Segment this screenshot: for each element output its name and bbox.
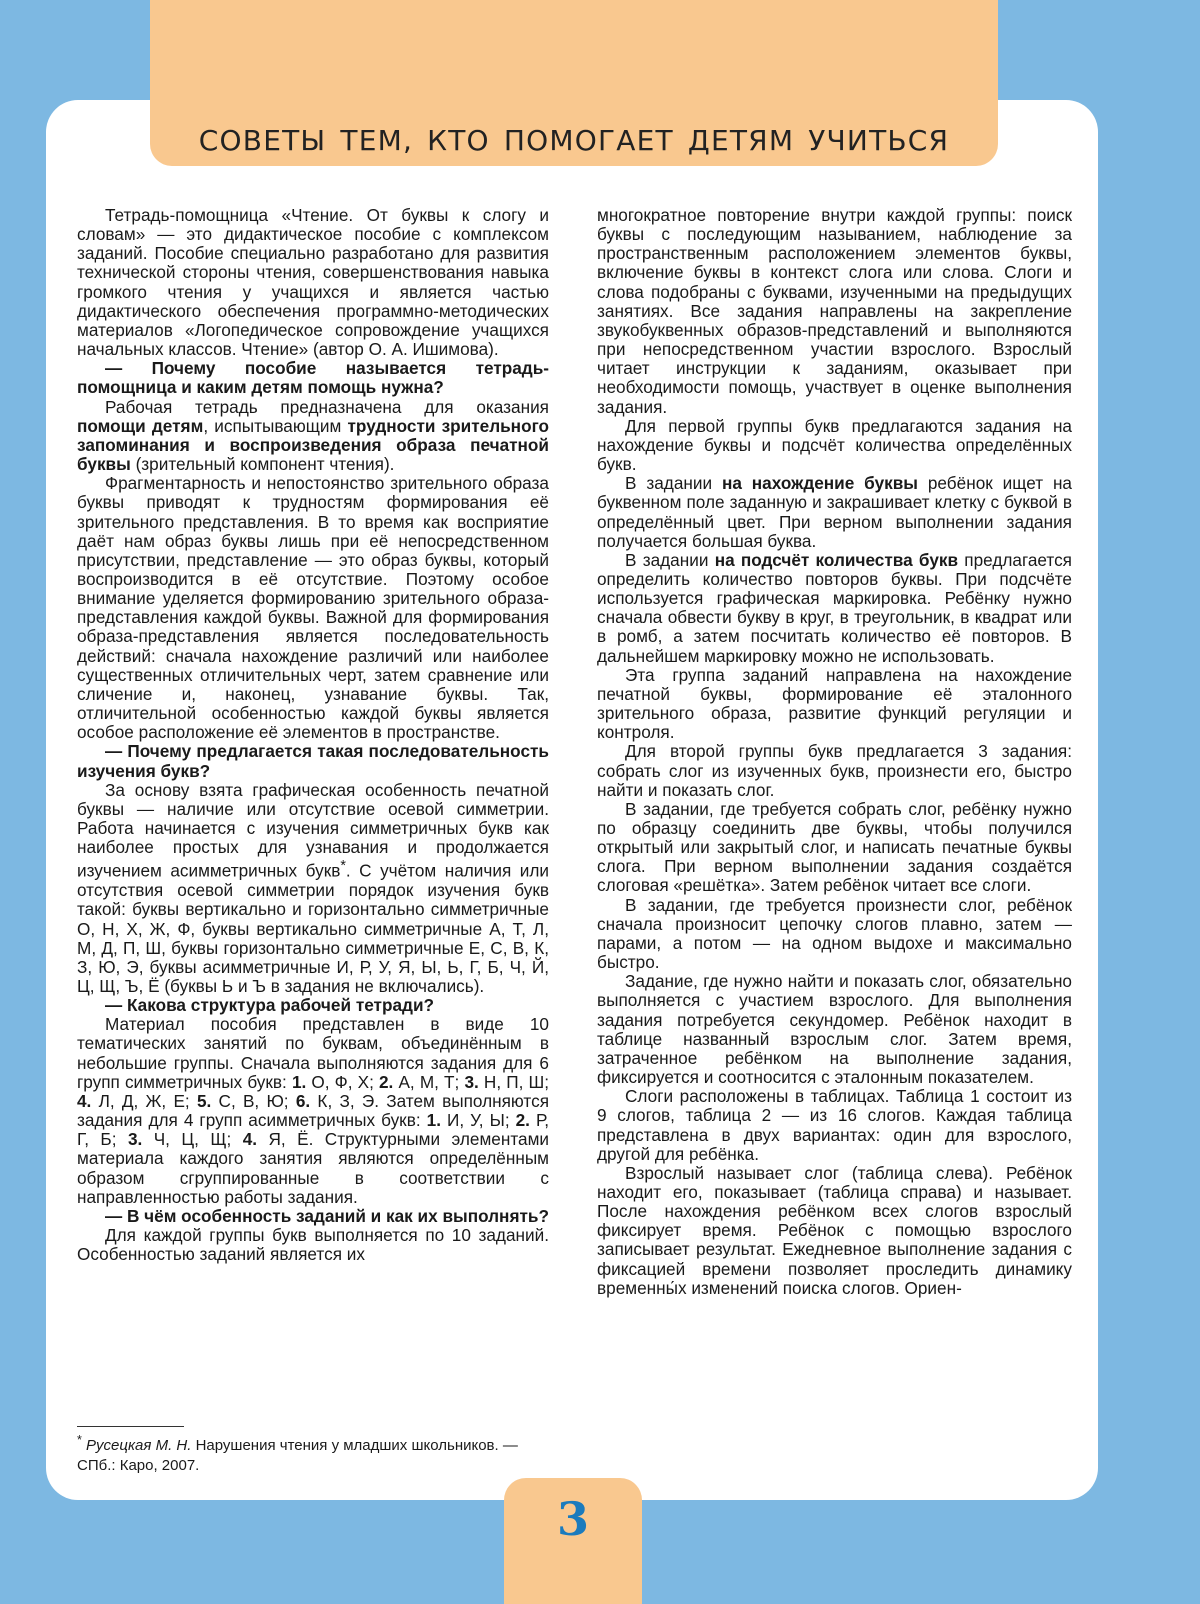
text-run: Н, П, Ш;	[478, 1071, 549, 1092]
text-run: О, Ф, Х;	[306, 1071, 379, 1092]
section-question	[77, 1207, 549, 1226]
paragraph: Фрагментарность и непостоянство зрительного образа буквы приводят к трудностям формирования её зрительного представления. В то время как восприятие даёт нам образ буквы лишь при её непосредственном присутствии, представление — это образ буквы, который воспроизводится в её отсутствие. Поэтому особое внимание уделяется формированию зрительного образа-представления каждой буквы. Важной для формирования образа-представления является последовательность действий: сначала нахождение различий или наиболее существенных отличительных черт, затем сравнение или сличение и, наконец, узнавание буквы. Так, отличительной особенностью каждой буквы является особое расположение её элементов в пространстве.	[77, 473, 549, 743]
text-run: И, У, Ы;	[440, 1110, 516, 1131]
text-run: . С учётом наличия или отсутствия осевой симметрии порядок изучения букв такой: буквы вертикально и горизонтально симметричные О, Н, Х, Ж, Ф, буквы вертикально симметричные А, Т, Л, М, Д, П, Ш, буквы горизонтально симметричные Е, С, В, К, З, Ю, Э, буквы асимметричные И, Р, У, Я, Ы, Ь, Г, Б, Ч, Й, Ц, Щ, Ъ, Ё (буквы Ь и Ъ в задания не включались).	[77, 861, 549, 996]
text-run: В задании	[625, 473, 722, 494]
text-run: Л, Д, Ж, Е;	[91, 1090, 197, 1111]
question-text: — В чём особенность заданий и как их выполнять?	[105, 1205, 549, 1226]
text-run: А, М, Т;	[393, 1071, 465, 1092]
text-run: Материал пособия представлен в виде 10 тематических занятий по буквам, объединённым в небольшие группы. Сначала выполняются задания для 6 групп симметричных букв:	[77, 1014, 549, 1092]
paragraph: Тетрадь-помощница «Чтение. От буквы к слогу и словам» — это дидактическое пособие с комплексом заданий. Пособие специально разработано для развития технической стороны чтения, совершенствования навыка громкого чтения у учащихся и является частью дидактического обеспечения программно-методических материалов «Логопедическое сопровождение учащихся начальных классов. Чтение» (автор О. А. Ишимова).	[77, 205, 549, 360]
question-text: — Какова структура рабочей тетради?	[105, 995, 435, 1016]
left-column	[77, 206, 549, 1264]
footnote-marker: *	[77, 1433, 82, 1447]
right-column	[597, 206, 1072, 1298]
paragraph	[77, 1015, 549, 1207]
bold-phrase: 1.	[426, 1110, 441, 1131]
paragraph: многократное повторение внутри каждой группы: поиск буквы с последующим называнием, наблюдение за пространственным расположением элементов буквы, включение буквы в контекст слога или слова. Слоги и слова подобраны с буквами, изученными на предыдущих занятиях. Все задания направлены на закрепление звукобуквенных образов-представлений и выполняются при непосредственном участии взрослого. Взрослый читает инструкции к заданиям, оказывает при необходимости помощь, участвует в оценке выполнения задания.	[597, 205, 1072, 417]
paragraph	[77, 781, 549, 996]
footnote-text: Нарушения чтения у младших школьников. — СПб.: Каро, 2007.	[77, 1437, 518, 1474]
question-text: — Почему предлагается такая последовательность изучения букв?	[77, 741, 549, 781]
paragraph: Задание, где нужно найти и показать слог, обязательно выполняется с участием взрослого. Для выполнения задания потребуется секундомер. Ребёнок находит в таблице названный взрослым слог. Затем время, затраченное ребёнком на выполнение задания, фиксируется и соотносится с эталонным показателем.	[597, 971, 1072, 1088]
text-run: За основу взята графическая особенность печатной буквы — наличие или отсутствие осевой симметрии. Работа начинается с изучения симметричных букв как наиболее простых для узнавания и продолжается изучением асимметричных букв	[77, 779, 549, 882]
bold-phrase: 4.	[242, 1129, 258, 1150]
paragraph: Для каждой группы букв выполняется по 10 заданий. Особенностью заданий является их	[77, 1225, 549, 1265]
bold-phrase: 3.	[127, 1129, 143, 1150]
bold-phrase: трудности зрительного запоминания и воспроизведения образа печатной буквы	[77, 415, 549, 475]
footnote-author: Русецкая М. Н.	[86, 1437, 192, 1454]
question-text: — Почему пособие называется тетрадь-помощница и каким детям помощь нужна?	[77, 358, 549, 398]
page-title: СОВЕТЫ ТЕМ, КТО ПОМОГАЕТ ДЕТЯМ УЧИТЬСЯ	[198, 124, 950, 157]
bold-phrase: 1.	[291, 1071, 307, 1092]
bold-phrase: помощи детям	[77, 415, 204, 436]
bold-phrase: на подсчёт количества букв	[714, 549, 959, 570]
paragraph: Слоги расположены в таблицах. Таблица 1 состоит из 9 слогов, таблица 2 — из 16 слогов. Каждая таблица представлена в двух вариантах: один для взрослого, другой для ребёнка.	[597, 1086, 1072, 1164]
text-run: Рабочая тетрадь предназначена для оказания	[105, 396, 549, 417]
paragraph: Для второй группы букв предлагается 3 задания: собрать слог из изученных букв, произнести его, быстро найти и показать слог.	[597, 741, 1072, 800]
paragraph: Взрослый называет слог (таблица слева). Ребёнок находит его, показывает (таблица справа) и называет. После нахождения ребёнком всех слогов взрослый фиксирует время. Ребёнок с помощью взрослого записывает результат. Ежедневное выполнение задания с фиксацией времени позволяет проследить динамику временны́х изменений поиска слогов. Ориен-	[597, 1162, 1072, 1298]
footnote-ref: *	[340, 858, 346, 875]
text-run: предлагается определить количество повторов буквы. При подсчёте используется графическая маркировка. Ребёнку нужно сначала обвести букву в круг, в треугольник, в квадрат или в ромб, а затем посчитать количество её повторов. В дальнейшем маркировку можно не использовать.	[597, 549, 1072, 666]
text-run: С, В, Ю;	[211, 1090, 296, 1111]
text-run: Я, Ё. Структурными элементами материала каждого занятия являются определённым образом сгруппированные в соответствии с направленностью работы задания.	[77, 1129, 549, 1207]
bold-phrase: 2.	[379, 1071, 394, 1092]
text-run: Р, Г, Б;	[77, 1110, 549, 1150]
section-question	[77, 359, 549, 397]
text-run: Ч, Ц, Щ;	[142, 1129, 243, 1150]
page-number: 3	[556, 1492, 589, 1546]
bold-phrase: 2.	[515, 1110, 530, 1131]
text-run: (зрительный компонент чтения).	[130, 454, 395, 475]
section-question	[77, 996, 549, 1015]
section-question	[77, 742, 549, 780]
paragraph: Для первой группы букв предлагаются задания на нахождение буквы и подсчёт количества определённых букв.	[597, 415, 1072, 475]
text-run: , испытывающим	[203, 415, 348, 436]
bold-phrase: 6.	[295, 1090, 311, 1111]
bold-phrase: на нахождение буквы	[721, 473, 918, 494]
paragraph	[597, 474, 1072, 551]
text-run: В задании	[625, 549, 715, 570]
footnote-divider	[77, 1426, 184, 1427]
paragraph: В задании, где требуется собрать слог, ребёнку нужно по образцу соединить две буквы, чтобы получился открытый или закрытый слог, и написать печатные буквы слога. При верном выполнении задания создаётся слоговая «решётка». Затем ребёнок читает все слоги.	[597, 798, 1072, 896]
paragraph	[77, 398, 549, 475]
bold-phrase: 4.	[77, 1090, 92, 1111]
text-run: К, З, Э. Затем выполняются задания для 4 групп асимметричных букв:	[77, 1090, 550, 1131]
bold-phrase: 5.	[196, 1090, 212, 1111]
bold-phrase: 3.	[464, 1071, 479, 1092]
paragraph: Эта группа заданий направлена на нахождение печатной буквы, формирование её эталонного зрительного образа, развитие функций регуляции и контроля.	[597, 664, 1072, 743]
paragraph: В задании, где требуется произнести слог, ребёнок сначала произносит цепочку слогов плавно, затем — парами, а потом — на одном выдохе и максимально быстро.	[597, 894, 1072, 973]
paragraph	[597, 551, 1072, 666]
text-run: ребёнок ищет на буквенном поле заданную и закрашивает клетку с буквой в определённый цвет. При верном выполнении задания получается большая буква.	[597, 473, 1072, 551]
